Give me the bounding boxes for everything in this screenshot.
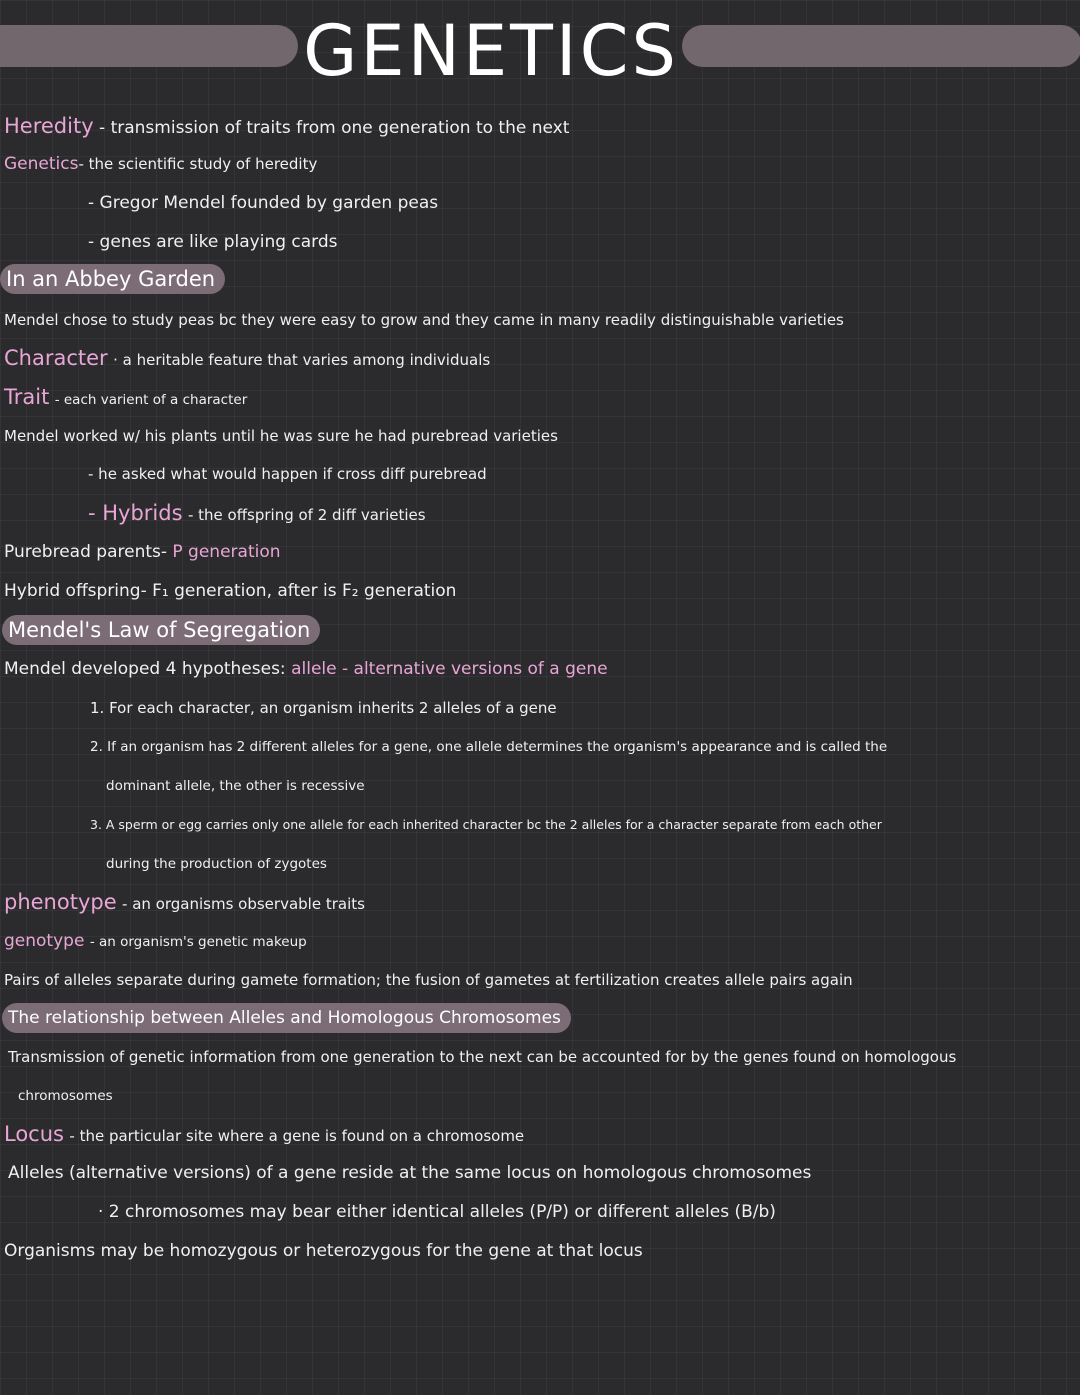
hypothesis-2-line-1: 2. If an organism has 2 different alleles for a gene, one allele determines the organism's appearance and is called the [90,739,888,755]
allele-definition: allele - alternative versions of a gene [291,659,608,679]
note-line-hybrid-offspring: Hybrid offspring- F₁ generation, after is F₂ generation [4,581,457,601]
genetics-term: Genetics [4,154,79,174]
note-line-phenotype [4,887,365,919]
note-line-pairs-of-alleles: Pairs of alleles separate during gamete formation; the fusion of gametes at fertilization creates allele pairs again [4,971,853,989]
note-line-mendel-founded: - Gregor Mendel founded by garden peas [88,193,439,213]
phenotype-term: phenotype [4,890,117,914]
note-line-purebread-parents [4,537,281,567]
trait-term: Trait [4,385,50,409]
note-line-transmission-2: chromosomes [18,1088,113,1104]
page-title: GENETICS [303,10,679,92]
trait-definition: - each varient of a character [54,392,248,408]
heredity-definition: - transmission of traits from one generation to the next [99,118,570,138]
note-line-transmission-1: Transmission of genetic information from one generation to the next can be accounted for by the genes found on homologous [8,1048,957,1066]
character-term: Character [4,346,108,370]
note-line-alleles-same-locus: Alleles (alternative versions) of a gene reside at the same locus on homologous chromosomes [8,1163,812,1183]
note-line-character [4,343,490,375]
hybrids-term: - Hybrids [88,501,183,525]
hypothesis-2-line-2: dominant allele, the other is recessive [106,778,365,794]
note-line-two-chromosomes: · 2 chromosomes may bear either identical alleles (P/P) or different alleles (B/b) [98,1202,776,1222]
p-generation-label: P generation [172,542,281,562]
hypothesis-1: 1. For each character, an organism inherits 2 alleles of a gene [90,699,557,717]
title-bar-left-decoration [0,25,298,67]
hybrids-definition: - the offspring of 2 diff varieties [187,506,426,524]
note-line-mendel-worked: Mendel worked w/ his plants until he was sure he had purebread varieties [4,427,558,445]
note-line-hypotheses [4,654,608,684]
genotype-term: genotype [4,931,85,951]
note-line-heredity [4,111,569,143]
note-line-locus [4,1119,524,1151]
note-line-mendel-chose: Mendel chose to study peas bc they were easy to grow and they came in many readily distinguishable varieties [4,311,844,329]
note-line-hybrids [88,498,426,530]
note-line-homozygous-heterozygous: Organisms may be homozygous or heterozygous for the gene at that locus [4,1241,643,1261]
heredity-term: Heredity [4,114,94,138]
note-line-genotype [4,926,307,957]
character-definition: · a heritable feature that varies among individuals [113,351,491,369]
hypotheses-label: Mendel developed 4 hypotheses: [4,659,286,679]
note-line-genes-cards: - genes are like playing cards [88,232,338,252]
section-heading-alleles-chromosomes: The relationship between Alleles and Homologous Chromosomes [2,1003,571,1033]
hypothesis-3-line-2: during the production of zygotes [106,856,327,872]
note-line-trait [4,382,247,415]
section-heading-abbey-garden: In an Abbey Garden [0,264,225,294]
section-heading-law-of-segregation: Mendel's Law of Segregation [2,615,320,645]
locus-term: Locus [4,1122,64,1146]
title-bar-right-decoration [682,25,1080,67]
hypothesis-3-line-1: 3. A sperm or egg carries only one allele for each inherited character bc the 2 alleles for a character separate from each other [90,817,882,832]
phenotype-definition: - an organisms observable traits [122,895,365,913]
purebread-parents-label: Purebread parents- [4,542,167,562]
genotype-definition: - an organism's genetic makeup [89,934,307,950]
locus-definition: - the particular site where a gene is found on a chromosome [69,1127,525,1145]
note-line-asked-cross: - he asked what would happen if cross diff purebread [88,465,487,483]
genetics-definition: - the scientific study of heredity [78,155,318,173]
note-line-genetics [4,149,317,179]
